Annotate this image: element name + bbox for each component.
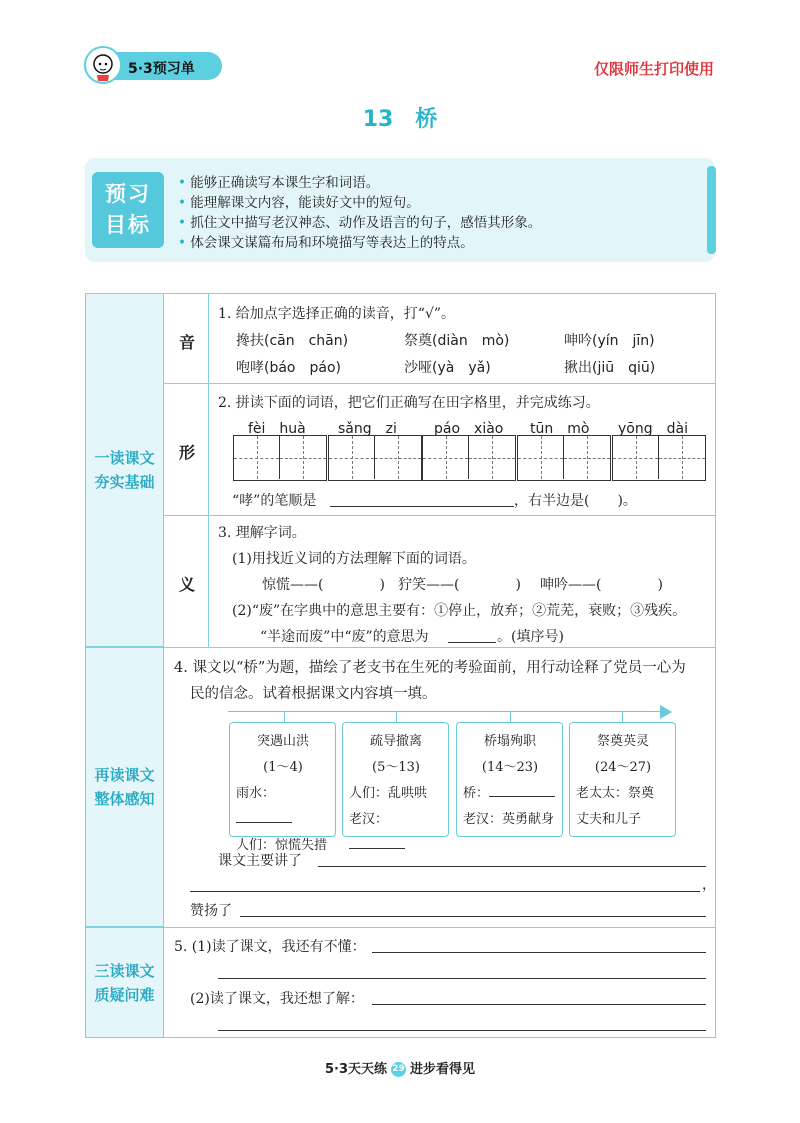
goal-item: • 体会课文谋篇布局和环境描写等表达上的特点。 [178, 233, 541, 253]
stroke-order-suffix: ，右半边是( )。 [514, 493, 637, 509]
goal-item: • 能够正确读写本课生字和词语。 [178, 173, 541, 193]
summary-blank[interactable] [318, 851, 706, 867]
sub-label-sound: 音 [178, 333, 195, 352]
plot-box: 祭奠英灵 (24～27) 老太太：祭奠 丈夫和儿子 [569, 722, 676, 837]
question-4-cont: 民的信念。试着根据课文内容填一填。 [190, 686, 437, 702]
question-3-1: (1)用找近义词的方法理解下面的词语。 [232, 551, 476, 567]
timeline-arrow [228, 711, 668, 712]
goals-accent-bar [707, 166, 716, 254]
stroke-order-blank[interactable] [330, 491, 514, 507]
goal-item: • 能理解课文内容，能读好文中的短句。 [178, 193, 541, 213]
stroke-order-prompt: “哮”的笔顺是 [232, 493, 317, 509]
reading-option[interactable]: 祭奠(diàn mò) [404, 333, 510, 349]
divider [164, 927, 716, 928]
synonym-blank[interactable]: 呻吟——( ) [540, 577, 663, 593]
reading-option[interactable]: 沙哑(yà yǎ) [404, 360, 491, 376]
synonym-blank[interactable]: 惊慌——( ) [262, 577, 385, 593]
question-5-1: 5. (1)读了课文，我还有不懂： [174, 939, 366, 955]
tian-grid[interactable] [612, 435, 706, 481]
plot-blank[interactable] [349, 835, 405, 849]
print-notice: 仅限师生打印使用 [593, 60, 714, 78]
tian-grid[interactable] [422, 435, 516, 481]
series-label: 5·3预习单 [128, 61, 195, 77]
question-4: 4. 课文以“桥”为题，描绘了老支书在生死的考验面前，用行动诠释了党员一心为 [174, 660, 686, 676]
tian-grid[interactable] [233, 435, 327, 481]
answer-blank[interactable] [218, 1015, 706, 1031]
section3-label: 三读课文 质疑问难 [85, 927, 164, 1038]
plot-box: 疏导撤离 (5～13) 人们：乱哄哄 老汉： [342, 722, 449, 837]
meaning-blank[interactable] [448, 627, 496, 643]
sub-label-shape: 形 [178, 443, 195, 462]
reading-option[interactable]: 搀扶(cān chān) [236, 333, 349, 349]
summary-prompt: 课文主要讲了 [218, 853, 302, 869]
plot-blank[interactable] [489, 783, 555, 797]
synonym-blank[interactable]: 狞笑——( ) [398, 577, 521, 593]
section1-label: 一读课文 夯实基础 [85, 293, 164, 647]
question-3: 3. 理解字词。 [218, 525, 306, 541]
pinyin-label: fèi huà [248, 421, 306, 437]
question-1: 1. 给加点字选择正确的读音，打“√”。 [218, 306, 456, 322]
sub-label-meaning: 义 [178, 575, 195, 594]
reading-option[interactable]: 呻吟(yín jīn) [564, 333, 655, 349]
praise-blank[interactable] [240, 901, 706, 917]
plot-blank[interactable] [236, 809, 292, 823]
pinyin-label: tūn mò [530, 421, 590, 437]
question-2: 2. 拼读下面的词语，把它们正确写在田字格里，并完成练习。 [218, 395, 600, 411]
plot-box: 桥塌殉职 (14～23) 桥： 老汉：英勇献身 [456, 722, 563, 837]
divider [164, 383, 716, 384]
divider [164, 647, 716, 648]
summary-comma: ， [702, 877, 716, 893]
divider [208, 293, 209, 647]
plot-box: 突遇山洪 (1～4) 雨水： 人们：惊慌失措 [229, 722, 336, 837]
question-3-3: “半途而废”中“废”的意思为 [260, 629, 429, 645]
question-3-3-suffix: 。(填序号) [497, 629, 564, 645]
tian-grid[interactable] [517, 435, 611, 481]
page-title: 13 桥 [362, 107, 438, 132]
answer-blank[interactable] [372, 989, 706, 1005]
reading-option[interactable]: 揪出(jiū qiū) [564, 360, 656, 376]
page-number: 29 [391, 1062, 406, 1077]
goal-item: • 抓住文中描写老汉神态、动作及语言的句子，感悟其形象。 [178, 213, 541, 233]
tian-grid[interactable] [328, 435, 422, 481]
answer-blank[interactable] [218, 963, 706, 979]
question-5-2: (2)读了课文，我还想了解： [190, 991, 364, 1007]
pinyin-label: sǎng zi [338, 421, 397, 437]
question-3-2: (2)“废”在字典中的意思主要有：①停止，放弃；②荒芜，衰败；③残疾。 [232, 603, 687, 619]
goals-label: 预习 目标 [92, 172, 164, 248]
pinyin-label: páo xiào [434, 421, 504, 437]
section2-label: 再读课文 整体感知 [85, 647, 164, 927]
summary-blank[interactable] [190, 876, 700, 892]
page-footer: 5·3天天练 29 进步看得见 [324, 1062, 476, 1077]
pinyin-label: yōng dài [618, 421, 688, 437]
answer-blank[interactable] [372, 937, 706, 953]
reading-option[interactable]: 咆哮(báo páo) [236, 360, 341, 376]
mascot-avatar-icon [84, 46, 122, 84]
divider [164, 515, 716, 516]
arrow-head-icon [660, 705, 672, 719]
goals-list [178, 173, 541, 253]
praise-prompt: 赞扬了 [190, 903, 232, 919]
